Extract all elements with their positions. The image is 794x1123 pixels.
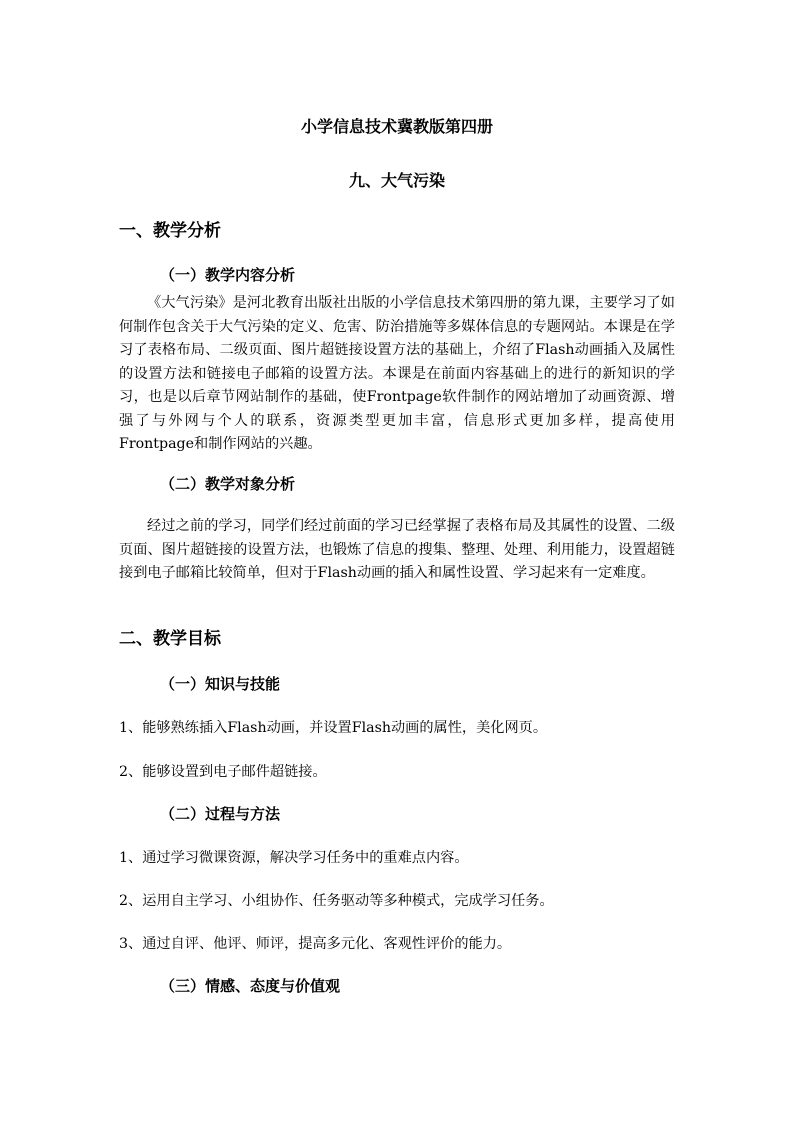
section-heading-teaching-analysis: 一、教学分析: [119, 221, 221, 241]
section-heading-teaching-goals: 二、教学目标: [119, 629, 221, 649]
subheading-content-analysis: （一）教学内容分析: [160, 266, 296, 284]
subheading-process-methods: （二）过程与方法: [160, 805, 281, 823]
subheading-knowledge-skills: （一）知识与技能: [160, 675, 281, 693]
list-item: 3、通过自评、他评、师评，提高多元化、客观性评价的能力。: [119, 936, 512, 952]
book-title: 小学信息技术冀教版第四册: [300, 117, 493, 136]
list-item: 2、运用自主学习、小组协作、任务驱动等多种模式，完成学习任务。: [119, 893, 554, 909]
list-item: 1、能够熟练插入Flash动画，并设置Flash动画的属性，美化网页。: [119, 720, 548, 736]
subheading-emotion-values: （三）情感、态度与价值观: [160, 977, 341, 995]
lesson-title: 九、大气污染: [348, 171, 445, 190]
list-item: 2、能够设置到电子邮件超链接。: [119, 764, 327, 780]
paragraph-content-analysis: 《大气污染》是河北教育出版社出版的小学信息技术第四册的第九课，主要学习了如何制作包含关于大气污染的定义、危害、防治措施等多媒体信息的专题网站。本课是在学习了表格布局、二级页面、图片超链接设置方法的基础上，介绍了Flash动画插入及属性的设置方法和链接电子邮箱的设置方法。本课是在前面内容基础上的进行的新知识的学习，也是以后章节网站制作的基础，使Frontpage软件制作的网站增加了动画资源、增强了与外网与个人的联系，资源类型更加丰富，信息形式更加多样，提高使用Frontpage和制作网站的兴趣。: [119, 295, 675, 452]
paragraph-learner-analysis: 经过之前的学习，同学们经过前面的学习已经掌握了表格布局及其属性的设置、二级页面、图片超链接的设置方法，也锻炼了信息的搜集、整理、处理、利用能力，设置超链接到电子邮箱比较简单，但对于Flash动画的插入和属性设置、学习起来有一定难度。: [119, 518, 675, 581]
subheading-learner-analysis: （二）教学对象分析: [160, 475, 296, 493]
list-item: 1、通过学习微课资源，解决学习任务中的重难点内容。: [119, 850, 469, 866]
